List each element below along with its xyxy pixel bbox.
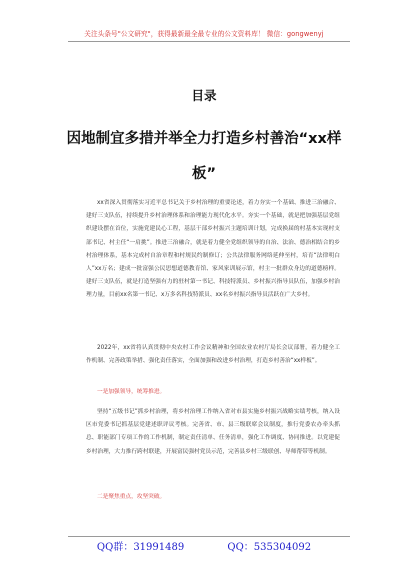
section-heading-2 — [86, 491, 340, 504]
paragraph-1-text: xx省深入贯彻落实习近平总书记关于乡村治理的重要论述，着力夯实一个基础、推进三治融合、建好三支队伍，持续提升乡村治理体系和治理能力现代化水平。夯实一个基础，就是把加强基层党组织建设摆在首位，实施党建民心工程，基层干部乡村振兴主题培训计划，完成换届的村基本实现村支部书记、村主任“一肩挑”。推进三治融合，就是着力健全党组织领导的自治、法治、德治相结合的乡村治理体系，基本完成村自治章程和村规民约制修订；公共法律服务网络延伸至村，培育“法律明白人”xx万名；建成一批富强公民思想道德教育馆、家风家训展示馆，村主一批群众身边的道德榜样。建好三支队伍，就是打造坚强有力的驻村第一书记、科技特派员、乡村振兴指导员队伍，加强乡村治理力量，目前xx名第一书记、x万多名科技特派员、xx名乡村振兴指导员活跃在广大乡村。 — [86, 200, 340, 299]
footer-qq-group: QQ群：31991489 — [96, 542, 185, 553]
footer-contact — [0, 538, 408, 553]
paragraph-3-text: 坚持“五级书记”抓乡村治理，将乡村治理工作纳入省对市县实施乡村振兴战略实绩考核，纳入设区市党委书记抓基层党建述职评议考核。完善省、市、县三级联席会议制度，推行党委农办牵头抓总、职能部门专项工作的工作机制，制定责任清单、任务清单，强化工作调度、协同推进。以党建促乡村治理，大力推行跨村联建，开展富民强村党员示范，完善县乡村三级联创、导师帮带等机制。 — [86, 409, 340, 455]
toc-heading: 目录 — [191, 88, 217, 103]
header-banner: 关注头条号"公文研究"，获得最新最全最专业的公文资料库！ 微信：gongwenyj — [84, 30, 324, 38]
document-title: 因地制宜多措并举全力打造乡村善治“xx样板” — [66, 131, 342, 182]
section-heading-2-text: 二是聚焦重点，攻坚突破。 — [97, 494, 166, 500]
paragraph-2-text: 2022年，xx省将认真贯彻中央农村工作会议精神和全国农业农村厅局长会议部署，着力健全工作机制、完善政策举措、强化责任落实，全面加强和改进乡村治理，打造乡村善治“xx样板”。 — [86, 345, 340, 365]
paragraph-1 — [86, 197, 340, 303]
footer-divider — [68, 536, 350, 537]
paragraph-2 — [86, 342, 340, 368]
footer-qq: QQ：535304092 — [227, 542, 312, 553]
section-heading-1-text: 一是加强领导，统筹推进。 — [97, 389, 166, 395]
paragraph-3 — [86, 406, 340, 459]
header-divider — [68, 41, 350, 42]
section-heading-1 — [86, 386, 340, 399]
